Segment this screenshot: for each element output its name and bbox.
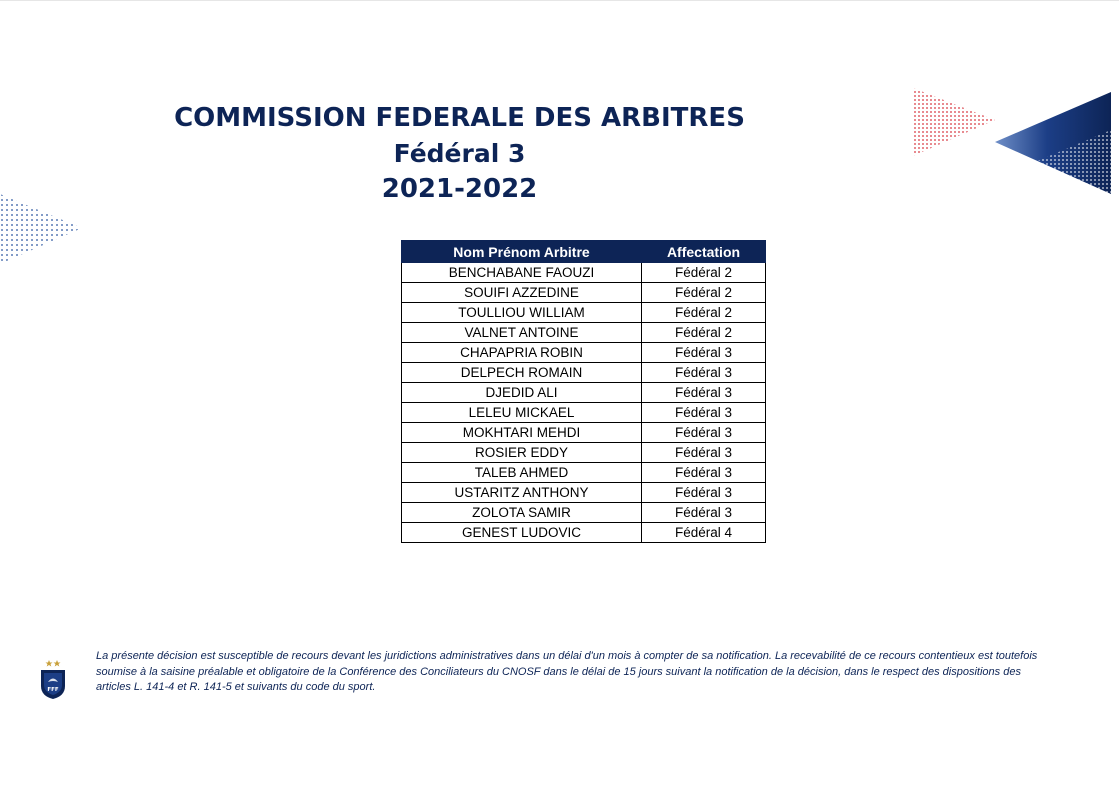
page-title: COMMISSION FEDERALE DES ARBITRES (174, 103, 745, 133)
referee-affectation: Fédéral 3 (642, 343, 766, 363)
referee-name: TOULLIOU WILLIAM (402, 303, 642, 323)
referee-affectation: Fédéral 3 (642, 443, 766, 463)
referee-affectation: Fédéral 3 (642, 383, 766, 403)
referee-affectation: Fédéral 3 (642, 463, 766, 483)
referee-affectation: Fédéral 4 (642, 523, 766, 543)
referee-name: GENEST LUDOVIC (402, 523, 642, 543)
fff-crest-icon (38, 658, 68, 700)
table-row (402, 323, 766, 343)
referee-name: BENCHABANE FAOUZI (402, 263, 642, 283)
legal-notice: La présente décision est susceptible de recours devant les juridictions administratives dans un délai d'un mois à compter de sa notification. La recevabilité de ce recours contentieux est toutefois soumise à la saisine préalable et obligatoire de la Conférence des Conciliateurs du CNOSF dans le délai de 15 jours suivant la notification de la décision, dans le respect des dispositions des articles L. 141-4 et R. 141-5 et suivants du code du sport. (96, 650, 1038, 693)
referee-name: USTARITZ ANTHONY (402, 483, 642, 503)
referee-affectation: Fédéral 2 (642, 303, 766, 323)
svg-text:FFF: FFF (47, 687, 59, 693)
column-header-name: Nom Prénom Arbitre (402, 241, 642, 263)
column-header-affectation: Affectation (642, 241, 766, 263)
table-row (402, 463, 766, 483)
table-row (402, 423, 766, 443)
referee-name: MOKHTARI MEHDI (402, 423, 642, 443)
table-row (402, 363, 766, 383)
header (0, 100, 919, 207)
referees-table (401, 240, 766, 543)
table-row (402, 503, 766, 523)
referee-name: SOUIFI AZZEDINE (402, 283, 642, 303)
season: 2021-2022 (381, 174, 538, 204)
referee-affectation: Fédéral 3 (642, 503, 766, 523)
table-row (402, 443, 766, 463)
referee-affectation: Fédéral 3 (642, 363, 766, 383)
table-row (402, 403, 766, 423)
dotted-triangles-icon (905, 82, 1119, 197)
referee-name: ZOLOTA SAMIR (402, 503, 642, 523)
table-header-row (402, 241, 766, 263)
referee-name: DJEDID ALI (402, 383, 642, 403)
referee-name: ROSIER EDDY (402, 443, 642, 463)
referee-affectation: Fédéral 3 (642, 483, 766, 503)
referee-name: VALNET ANTOINE (402, 323, 642, 343)
table-row (402, 263, 766, 283)
top-divider (0, 0, 1119, 1)
referee-name: TALEB AHMED (402, 463, 642, 483)
table-row (402, 523, 766, 543)
referee-affectation: Fédéral 3 (642, 403, 766, 423)
page-subtitle: Fédéral 3 (393, 139, 526, 168)
referee-name: DELPECH ROMAIN (402, 363, 642, 383)
table-row (402, 283, 766, 303)
referee-affectation: Fédéral 2 (642, 323, 766, 343)
table-row (402, 383, 766, 403)
referee-affectation: Fédéral 2 (642, 283, 766, 303)
referee-affectation: Fédéral 3 (642, 423, 766, 443)
referee-name: LELEU MICKAEL (402, 403, 642, 423)
table-row (402, 483, 766, 503)
table-row (402, 303, 766, 323)
table-row (402, 343, 766, 363)
referee-affectation: Fédéral 2 (642, 263, 766, 283)
referee-name: CHAPAPRIA ROBIN (402, 343, 642, 363)
